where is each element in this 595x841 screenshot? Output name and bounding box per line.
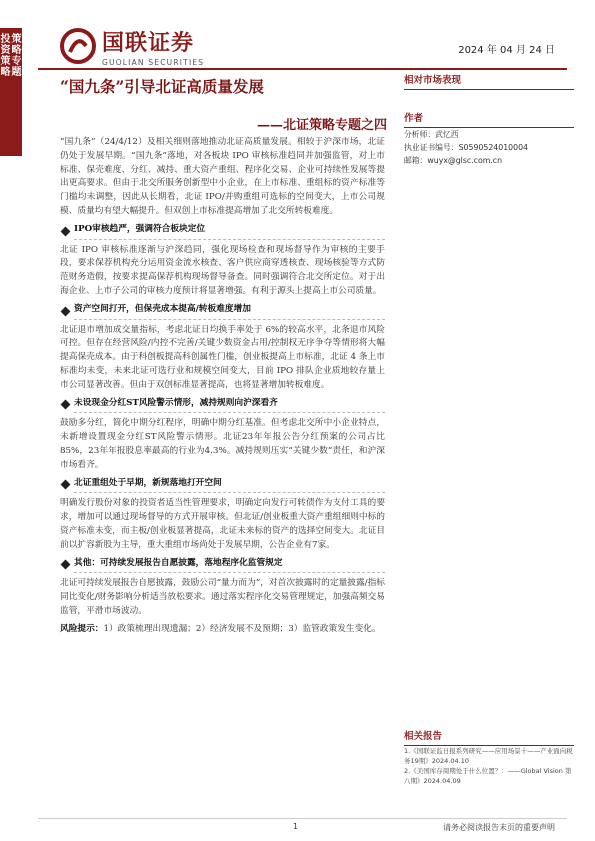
sidebar-char: 略	[0, 67, 11, 78]
footer-disclaimer: 请务必阅读报告末页的重要声明	[443, 823, 555, 832]
related-report-item[interactable]: 2.《美国库存周期处于什么位置？：——Global Vision 第八期》2024.04.09	[404, 767, 572, 785]
section-body: 明确发行股份对象的投资者适当性管理要求，明确定向发行可转债作为支付工具的要求，增加可以通过现场督导的方式开展审核。但北证/创业板重大资产重组细则中标的资产标准未变，而主板/创业板显著提高，北证未来标的资产的选择空间变大。北证目前以扩容新股为主导，重大重组市场尚处于发展早期，公告企业有7家。	[60, 498, 385, 550]
report-date: 2024 年 04 月 24 日	[458, 45, 555, 56]
right-sidebar	[404, 72, 574, 177]
related-report-item[interactable]: 1.《国联证监日报系列研究——应用场景十——产业面向税务19期》2024.04.10	[404, 747, 573, 765]
sidebar-char: 略	[11, 45, 22, 56]
diamond-bullet-icon	[61, 306, 71, 316]
logo-name-en: GUOLIAN SECURITIES	[102, 57, 205, 67]
diamond-bullet-icon	[61, 400, 71, 410]
analyst-name: 分析师：武忆西	[404, 130, 459, 139]
section-body: 鼓励多分红，简化中期分红程序，明确中期分红基准。但考虑北交所中小企业特点，未新增设置现金分红ST风险警示情形。北证23年年报公告分红预案的公司占比85%，23年年报股息率最高的行业为4.3%。减持规则压实“关键少数”责任，和沪深市场看齐。	[60, 418, 385, 470]
page-number: 1	[293, 822, 299, 831]
sidebar-char: 策	[0, 56, 11, 67]
related-reports	[404, 728, 574, 786]
risk-warning	[60, 623, 385, 637]
section-heading: 未设现金分红ST风险警示情形，减持规则向沪深看齐	[60, 397, 385, 414]
section-heading: 北证重组处于早期，新规落地打开空间	[60, 477, 385, 494]
sidebar-char: 投	[0, 34, 11, 45]
sidebar-char: 专	[11, 56, 22, 67]
sidebar-char: 策	[11, 34, 22, 45]
header-divider	[38, 68, 567, 70]
section-body: 北证可持续发展报告自愿披露，鼓励公司“量力而为”，对首次披露时的定量披露/指标同比变化/财务影响分析适当放松要求。通过落实程序化交易管理规定，加强高频交易监管，平滑市场波动。	[60, 578, 385, 616]
diamond-bullet-icon	[61, 480, 71, 490]
sidebar-char: 资	[0, 45, 11, 56]
author-heading: 作者	[404, 110, 574, 128]
analyst-email: 邮箱：wuyx@glsc.com.cn	[404, 156, 503, 165]
intro-paragraph: “国九条”（24/4/12）及相关细则落地推动北证高质量发展。相较于沪深市场，北证仍处于发展早期。“国九条”落地，对各板块 IPO 审核标准趋同并加强监管，对上市标准、保壳难度、分红、减持、重大资产重组、程序化交易、企业可持续性发展等提出更高要求。但由于北交所服务创新型中小企业，在上市标准、重组标的资产标准等门槛均未调整，因此从长期看，北证 IPO/并购重组可选标的空间变大，上市公司规模、质量均有望大幅提升。但双创上市标准提高增加了北交所转板难度。	[60, 137, 385, 216]
section-heading: 资产空间打开，但保壳成本提高/转板难度增加	[60, 303, 385, 320]
risk-label: 风险提示：	[60, 623, 104, 634]
guolian-logo-icon	[60, 28, 96, 64]
sidebar-label-col2	[12, 34, 22, 156]
section-body: 北证 IPO 审核标准逐渐与沪深趋同，强化现场检查和现场督导作为审核的主要手段，要求保荐机构充分运用资金流水核查、客户供应商穿透核查、现场核验等方式防范财务造假，按要求提高保荐机构现场督导备查。同时强调符合北交所定位。对于出海企业、上市子公司的审核力度预计将显著增强。有利于源头上提高上市公司质量。	[60, 244, 385, 296]
related-reports-heading: 相关报告	[404, 728, 574, 746]
section-heading: 其他：可持续发展报告自愿披露，落地程序化监管规定	[60, 557, 385, 574]
sidebar-category-label	[0, 28, 22, 156]
diamond-bullet-icon	[61, 560, 71, 570]
sidebar-char: 题	[11, 67, 22, 78]
logo-name-cn: 国联证券	[102, 30, 195, 56]
risk-text: 1）政策梳理出现遗漏；2）经济发展不及预期；3）监管政策发生变化。	[103, 623, 381, 634]
report-subtitle: ——北证策略专题之四	[256, 118, 387, 133]
sidebar-label-col1	[1, 34, 11, 156]
company-logo	[60, 26, 204, 66]
report-title: “国九条”引导北证高质量发展	[60, 77, 264, 96]
section-heading: IPO审核趋严，强调符合板块定位	[60, 223, 385, 240]
market-performance-heading: 相对市场表现	[404, 72, 574, 90]
main-content	[60, 136, 385, 641]
section-body: 北证退市增加成交量指标，考虑北证日均换手率处于 6%的较高水平，北条退市风险可控。但存在经营风险/内控不完善/关键少数资金占用/控制权无序争夺等情形将大幅提高保壳成本。由于科创板提高科创属性门槛，创业板提高上市标准，北证 4 条上市标准均未变，未来北证可选行业和规模空间变大，目前 IPO 排队企业质地较存量上市公司显著改善。但由于双创标准显著提高，也将显著增加转板难度。	[60, 324, 385, 390]
diamond-bullet-icon	[61, 226, 71, 236]
license-number: 执业证书编号：S0590524010004	[404, 143, 529, 152]
footer-divider	[38, 818, 567, 819]
